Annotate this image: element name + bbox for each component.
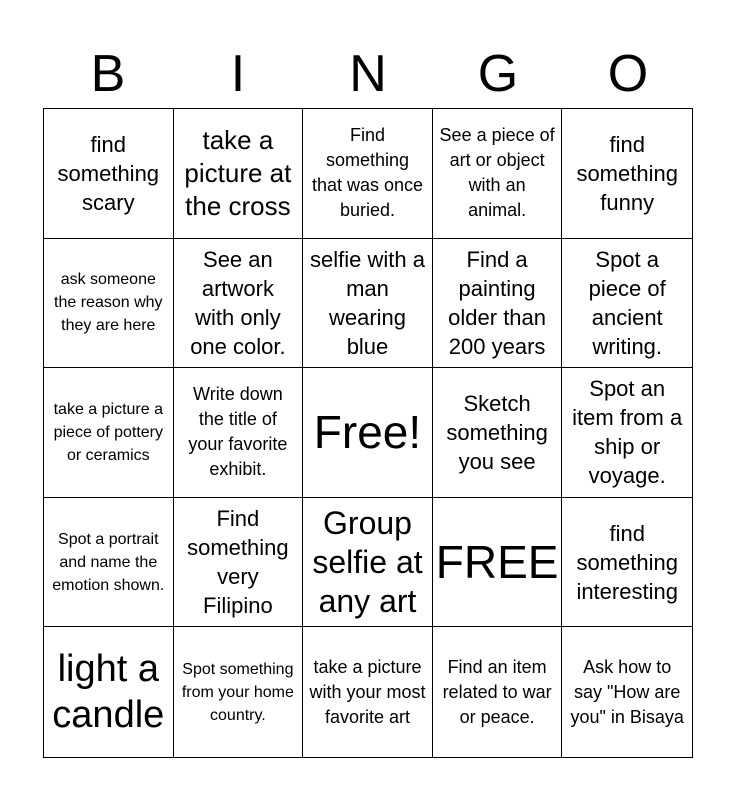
free-space <box>433 498 563 628</box>
free-space <box>303 368 433 498</box>
cell-text: take a picture a piece of pottery or ceramics <box>53 400 163 464</box>
bingo-cell <box>44 109 174 239</box>
cell-text: Spot an item from a ship or voyage. <box>572 376 683 489</box>
bingo-cell <box>562 239 692 369</box>
cell-text: Group selfie at any art <box>312 504 423 619</box>
bingo-cell <box>562 498 692 628</box>
cell-text: See an artwork with only one color. <box>190 246 286 359</box>
cell-text: Free! <box>313 406 422 459</box>
bingo-cell <box>174 498 304 628</box>
bingo-cell <box>433 627 563 757</box>
cell-text: find something scary <box>57 131 160 215</box>
bingo-cell <box>562 368 692 498</box>
cell-text: light a candle <box>52 648 165 737</box>
cell-text: take a picture at the cross <box>184 124 292 221</box>
header-letter-b: B <box>90 45 126 103</box>
cell-text: Ask how to say "How are you" in Bisaya <box>570 656 684 727</box>
bingo-cell <box>174 239 304 369</box>
bingo-cell <box>433 368 563 498</box>
bingo-cell <box>44 368 174 498</box>
bingo-cell <box>174 627 304 757</box>
cell-text: find something interesting <box>576 520 678 604</box>
bingo-cell <box>44 627 174 757</box>
header-letter-i: I <box>230 45 246 103</box>
cell-text: Spot a portrait and name the emotion shown. <box>52 530 165 594</box>
cell-text: Spot something from your home country. <box>181 660 294 724</box>
bingo-board <box>43 108 693 758</box>
cell-text: Spot a piece of ancient writing. <box>588 246 666 359</box>
cell-text: take a picture with your most favorite art <box>309 656 426 727</box>
bingo-cell <box>433 239 563 369</box>
cell-text: find something funny <box>576 131 678 215</box>
bingo-cell <box>303 239 433 369</box>
bingo-cell <box>562 627 692 757</box>
bingo-cell <box>174 368 304 498</box>
bingo-cell <box>303 498 433 628</box>
header-letter-g: G <box>477 45 519 103</box>
bingo-cell <box>174 109 304 239</box>
cell-text: Find something that was once buried. <box>311 125 424 221</box>
cell-text: Sketch something you see <box>446 390 548 474</box>
bingo-cell <box>303 109 433 239</box>
cell-text: Write down the title of your favorite exhibit. <box>188 384 288 480</box>
bingo-cell <box>44 498 174 628</box>
cell-text: Find something very Filipino <box>187 506 289 619</box>
cell-text: Find an item related to war or peace. <box>442 656 552 727</box>
cell-text: FREE <box>435 536 559 589</box>
bingo-cell <box>433 109 563 239</box>
bingo-cell <box>303 627 433 757</box>
cell-text: ask someone the reason why they are here <box>54 271 163 335</box>
header-letter-n: N <box>349 45 387 103</box>
cell-text: selfie with a man wearing blue <box>310 246 425 359</box>
cell-text: See a piece of art or object with an animal. <box>439 125 555 221</box>
bingo-header <box>43 40 693 108</box>
bingo-cell <box>44 239 174 369</box>
header-letter-o: O <box>607 45 649 103</box>
cell-text: Find a painting older than 200 years <box>448 246 547 359</box>
bingo-cell <box>562 109 692 239</box>
